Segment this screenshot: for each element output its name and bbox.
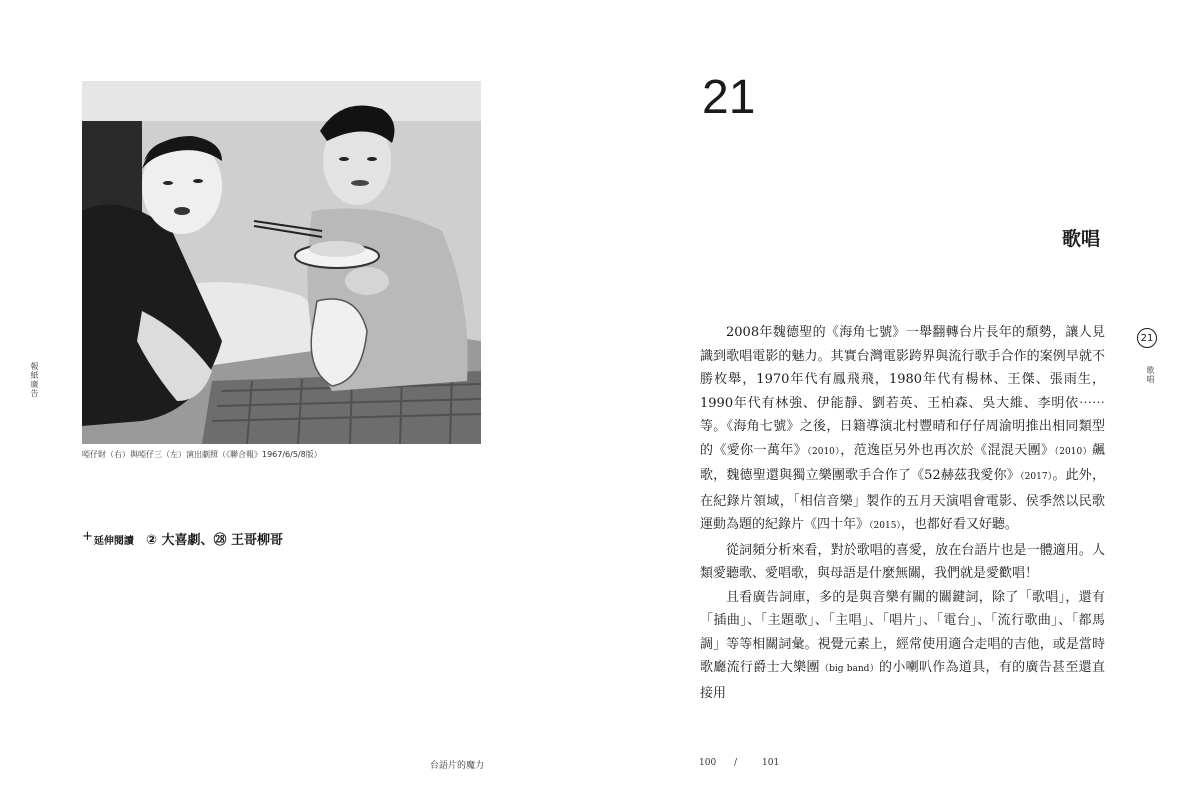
body-paragraph	[700, 321, 1105, 539]
text-segment: 且看廣告詞庫，多的是與音樂有關的關鍵詞，除了「歌唱」，還有「插曲」、「主題歌」、「主唱」、「唱片」、「電台」、「流行歌曲」、「都馬調」等等相關詞彙。視覺元素上，經常使用適合走唱的吉他，或是當時歌廳流行爵士大樂團	[700, 589, 1105, 675]
text-segment: 。此外，在紀錄片領域，「相信音樂」製作的五月天演唱會電影、侯季然以民歌運動為題的紀錄片《四十年》	[700, 468, 1105, 532]
film-still-photo	[82, 81, 481, 444]
text-segment: 的小喇叭作為道具，有的廣告甚至還直接用	[700, 660, 1105, 701]
text-segment: ，也都好看又好聽。	[900, 517, 1018, 532]
year-note: （2015）	[869, 521, 901, 531]
page-separator: /	[734, 758, 738, 768]
right-running-head: 歌唱	[1146, 366, 1155, 384]
photo-caption: 啞仔財（右）與啞仔三（左）演出劇照（《聯合報》1967/6/5/8版）	[82, 450, 322, 459]
text-segment: ，范逸臣另外也再次於《混混天團》	[840, 442, 1055, 458]
text-segment: 飆歌，魏德聖還與獨立樂團歌手合作了《52赫茲我愛你》	[700, 442, 1105, 483]
further-reading	[82, 529, 283, 548]
term-note: （big band）	[819, 664, 880, 674]
text-segment: 2008年魏德聖的《海角七號》一舉翻轉台片長年的頹勢，讓人見識到歌唱電影的魅力。其實台灣電影跨界與流行歌手合作的案例早就不勝枚舉，1970年代有鳳飛飛，1980年代有楊林、王傑、張雨生，1990年代有林強、伊能靜、劉若英、王柏森、吳大維、李明依⋯⋯等。《海角七號》之後，日籍導演北村豐晴和仔仔周渝明推出相同類型的《愛你一萬年》	[700, 325, 1105, 458]
chapter-marker: 21	[1137, 328, 1157, 348]
year-note: （2010）	[1054, 446, 1092, 457]
chapter-body	[700, 321, 1105, 705]
year-note: （2010）	[807, 446, 841, 457]
left-running-head: 報紙廣告	[30, 362, 39, 398]
text-segment: 從詞頻分析來看，對於歌唱的喜愛，放在台語片也是一體適用。人類愛聽歌、愛唱歌，與母語是什麼無關，我們就是愛歡唱！	[700, 542, 1105, 581]
body-paragraph	[700, 586, 1105, 706]
year-note: （2017）	[1019, 472, 1053, 482]
page-number-right: 101	[762, 758, 780, 768]
book-title-footer: 台語片的魔力	[430, 761, 485, 771]
plus-icon: +	[82, 529, 93, 544]
page-number-left: 100	[699, 758, 717, 768]
chapter-title: 歌唱	[1061, 228, 1100, 250]
further-reading-items: ② 大喜劇、㉘ 王哥柳哥	[145, 533, 283, 548]
further-reading-label: 延伸閱讀	[93, 536, 134, 547]
chapter-number: 21	[702, 71, 756, 124]
body-paragraph	[700, 539, 1105, 586]
film-still-image	[82, 81, 481, 444]
